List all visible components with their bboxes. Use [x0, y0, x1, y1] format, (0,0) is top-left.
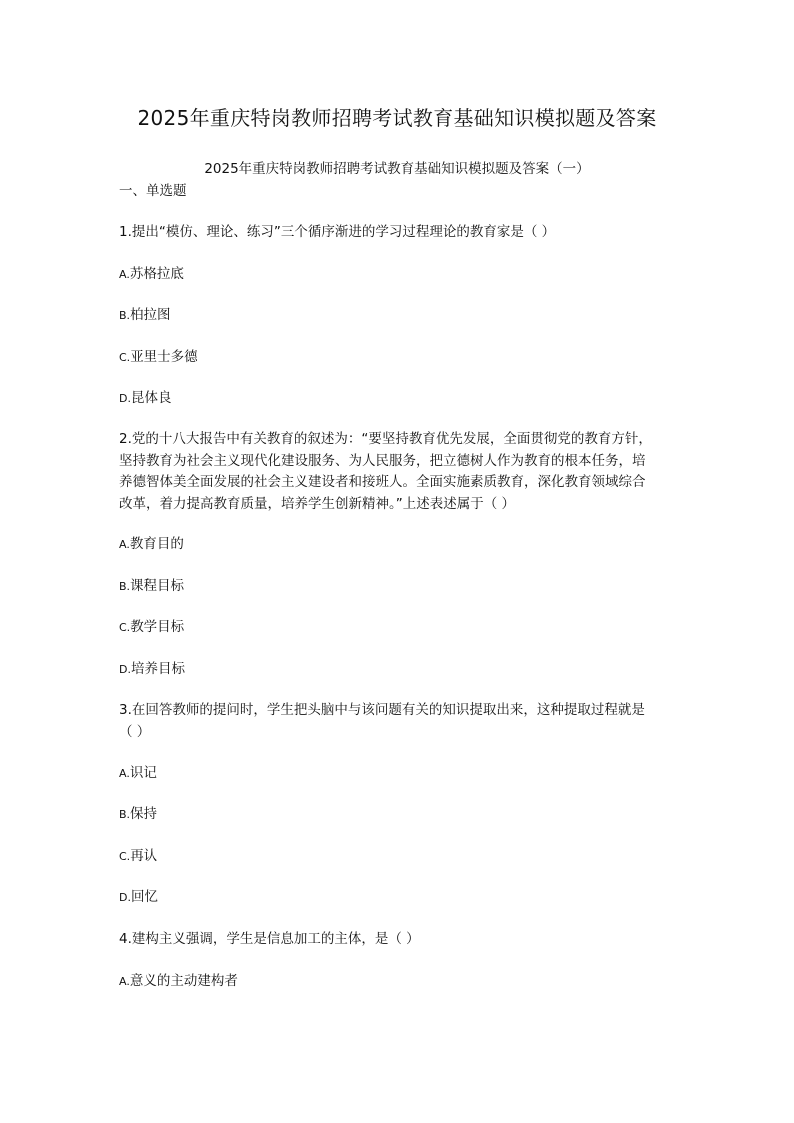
option-letter: A. — [119, 975, 130, 988]
option-text: 意义的主动建构者 — [129, 973, 238, 989]
question-stem-line: 3.在回答教师的提问时，学生把头脑中与该问题有关的知识提取出来，这种提取过程就是 — [119, 702, 645, 718]
option-item — [119, 804, 679, 825]
option-letter: D. — [119, 392, 131, 405]
option-letter: B. — [119, 808, 131, 821]
section-heading: 一、单选题 — [119, 183, 187, 199]
option-text: 保持 — [130, 806, 158, 822]
question-stem: 4.建构主义强调，学生是信息加工的主体，是（ ） — [119, 931, 420, 947]
option-item — [119, 388, 679, 409]
option-text: 苏格拉底 — [129, 266, 184, 282]
question-stem: 1.提出“模仿、理论、练习”三个循序渐进的学习过程理论的教育家是（ ） — [119, 224, 556, 240]
option-letter: D. — [119, 663, 131, 676]
option-item — [119, 264, 679, 285]
option-item — [119, 971, 679, 992]
question-stem-line: 2.党的十八大报告中有关教育的叙述为：“要坚持教育优先发展，全面贯彻党的教育方针， — [119, 431, 652, 447]
document-subtitle: 2025年重庆特岗教师招聘考试教育基础知识模拟题及答案（一） — [204, 161, 590, 177]
option-letter: C. — [119, 351, 131, 364]
option-letter: A. — [119, 538, 130, 551]
question-stem-line: 坚持教育为社会主义现代化建设服务、为人民服务，把立德树人作为教育的根本任务，培 — [119, 452, 646, 469]
option-letter: B. — [119, 580, 131, 593]
question-stem — [119, 429, 679, 515]
option-text: 教学目标 — [130, 619, 185, 635]
option-text: 识记 — [129, 765, 157, 781]
option-item — [119, 347, 679, 368]
option-text: 课程目标 — [130, 578, 185, 594]
question-stem-line: 改革，着力提高教育质量，培养学生创新精神。”上述表述属于（ ） — [119, 495, 516, 512]
option-text: 回忆 — [130, 889, 158, 905]
option-text: 培养目标 — [130, 661, 185, 677]
option-letter: B. — [119, 309, 131, 322]
option-letter: D. — [119, 891, 131, 904]
option-item — [119, 659, 679, 680]
option-item — [119, 763, 679, 784]
option-item — [119, 305, 679, 326]
question-stem-line: （ ） — [119, 723, 151, 740]
option-letter: A. — [119, 268, 130, 281]
option-letter: C. — [119, 850, 131, 863]
option-letter: A. — [119, 767, 130, 780]
option-text: 亚里士多德 — [130, 349, 198, 365]
option-item — [119, 534, 679, 555]
document-title: 2025年重庆特岗教师招聘考试教育基础知识模拟题及答案 — [137, 106, 657, 130]
question-stem-line: 养德智体美全面发展的社会主义建设者和接班人。全面实施素质教育，深化教育领域综合 — [119, 474, 646, 490]
option-item — [119, 617, 679, 638]
option-item — [119, 887, 679, 908]
option-item — [119, 576, 679, 597]
option-text: 再认 — [130, 848, 158, 864]
option-text: 柏拉图 — [130, 307, 171, 323]
option-text: 昆体良 — [130, 390, 172, 406]
option-text: 教育目的 — [129, 536, 184, 552]
option-item — [119, 846, 679, 867]
option-letter: C. — [119, 621, 131, 634]
question-stem — [119, 700, 679, 743]
